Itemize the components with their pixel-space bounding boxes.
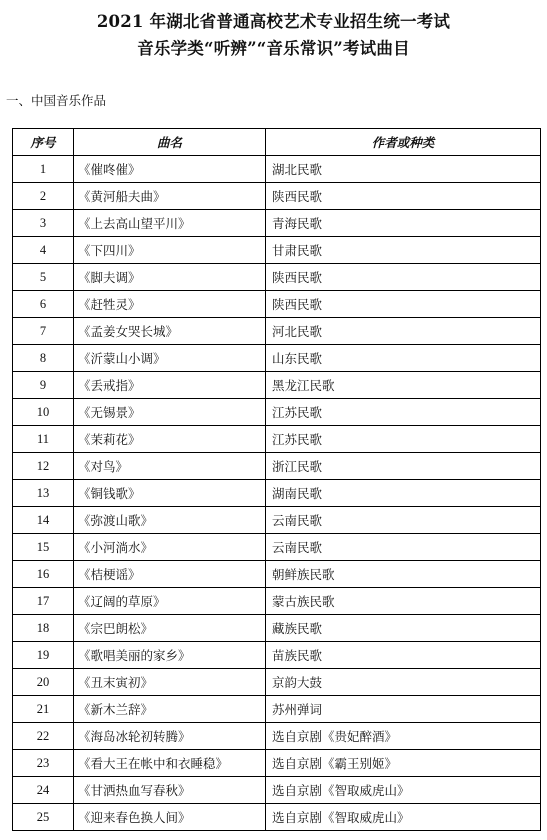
- table-row: [13, 453, 541, 480]
- song-type: 藏族民歌: [266, 615, 541, 642]
- song-title: 《桔梗谣》: [74, 561, 266, 588]
- table-row: [13, 345, 541, 372]
- row-number: 20: [13, 669, 74, 696]
- song-type: 甘肃民歌: [266, 237, 541, 264]
- song-type: 选自京剧《贵妃醉酒》: [266, 723, 541, 750]
- column-header-title: 曲名: [74, 129, 266, 156]
- song-title: 《海岛冰轮初转腾》: [74, 723, 266, 750]
- song-title: 《沂蒙山小调》: [74, 345, 266, 372]
- song-title: 《上去高山望平川》: [74, 210, 266, 237]
- row-number: 16: [13, 561, 74, 588]
- song-title: 《铜钱歌》: [74, 480, 266, 507]
- song-title: 《看大王在帐中和衣睡稳》: [74, 750, 266, 777]
- row-number: 17: [13, 588, 74, 615]
- table-row: [13, 426, 541, 453]
- song-title: 《丑末寅初》: [74, 669, 266, 696]
- song-type: 江苏民歌: [266, 426, 541, 453]
- song-title: 《黄河船夫曲》: [74, 183, 266, 210]
- row-number: 23: [13, 750, 74, 777]
- table-row: [13, 480, 541, 507]
- song-title: 《辽阔的草原》: [74, 588, 266, 615]
- song-title: 《宗巴朗松》: [74, 615, 266, 642]
- song-title: 《茉莉花》: [74, 426, 266, 453]
- section-title: 一、中国音乐作品: [6, 93, 107, 108]
- song-title: 《催咚催》: [74, 156, 266, 183]
- table-row: [13, 399, 541, 426]
- row-number: 5: [13, 264, 74, 291]
- table-row: [13, 318, 541, 345]
- song-type: 云南民歌: [266, 507, 541, 534]
- song-type: 蒙古族民歌: [266, 588, 541, 615]
- song-title: 《歌唱美丽的家乡》: [74, 642, 266, 669]
- song-title: 《无锡景》: [74, 399, 266, 426]
- row-number: 13: [13, 480, 74, 507]
- table-row: [13, 588, 541, 615]
- table-row: [13, 696, 541, 723]
- table-row: [13, 669, 541, 696]
- column-header-number: 序号: [13, 129, 74, 156]
- song-type: 苏州弹词: [266, 696, 541, 723]
- row-number: 15: [13, 534, 74, 561]
- row-number: 2: [13, 183, 74, 210]
- table-row: [13, 156, 541, 183]
- row-number: 25: [13, 804, 74, 831]
- table-row: [13, 561, 541, 588]
- song-type: 朝鲜族民歌: [266, 561, 541, 588]
- table-row: [13, 237, 541, 264]
- song-title: 《丢戒指》: [74, 372, 266, 399]
- song-type: 湖北民歌: [266, 156, 541, 183]
- table-row: [13, 183, 541, 210]
- table-row: [13, 534, 541, 561]
- row-number: 8: [13, 345, 74, 372]
- row-number: 7: [13, 318, 74, 345]
- table-row: [13, 804, 541, 831]
- row-number: 18: [13, 615, 74, 642]
- song-title: 《下四川》: [74, 237, 266, 264]
- document-title-line-1: 2021 年湖北省普通高校艺术专业招生统一考试: [96, 12, 451, 31]
- song-type: 陕西民歌: [266, 183, 541, 210]
- table-row: [13, 750, 541, 777]
- table-row: [13, 210, 541, 237]
- song-title: 《新木兰辞》: [74, 696, 266, 723]
- song-type: 江苏民歌: [266, 399, 541, 426]
- song-type: 陕西民歌: [266, 291, 541, 318]
- row-number: 1: [13, 156, 74, 183]
- song-type: 山东民歌: [266, 345, 541, 372]
- table-row: [13, 507, 541, 534]
- document-title-line-2: 音乐学类“听辨”“音乐常识”考试曲目: [137, 39, 410, 58]
- song-type: 浙江民歌: [266, 453, 541, 480]
- row-number: 19: [13, 642, 74, 669]
- song-type: 选自京剧《霸王别姬》: [266, 750, 541, 777]
- song-type: 云南民歌: [266, 534, 541, 561]
- table-row: [13, 723, 541, 750]
- song-title: 《弥渡山歌》: [74, 507, 266, 534]
- row-number: 12: [13, 453, 74, 480]
- song-title: 《赶牲灵》: [74, 291, 266, 318]
- song-type: 选自京剧《智取威虎山》: [266, 777, 541, 804]
- song-title: 《脚夫调》: [74, 264, 266, 291]
- row-number: 3: [13, 210, 74, 237]
- row-number: 21: [13, 696, 74, 723]
- row-number: 4: [13, 237, 74, 264]
- song-type: 京韵大鼓: [266, 669, 541, 696]
- row-number: 6: [13, 291, 74, 318]
- table-row: [13, 777, 541, 804]
- table-row: [13, 615, 541, 642]
- column-header-type: 作者或种类: [266, 129, 541, 156]
- row-number: 10: [13, 399, 74, 426]
- row-number: 24: [13, 777, 74, 804]
- table-header-row: [13, 129, 541, 156]
- song-type: 苗族民歌: [266, 642, 541, 669]
- song-type: 选自京剧《智取威虎山》: [266, 804, 541, 831]
- song-title: 《孟姜女哭长城》: [74, 318, 266, 345]
- song-type: 青海民歌: [266, 210, 541, 237]
- row-number: 9: [13, 372, 74, 399]
- song-type: 湖南民歌: [266, 480, 541, 507]
- table-row: [13, 264, 541, 291]
- row-number: 11: [13, 426, 74, 453]
- row-number: 14: [13, 507, 74, 534]
- table-row: [13, 372, 541, 399]
- table-row: [13, 642, 541, 669]
- row-number: 22: [13, 723, 74, 750]
- song-type: 黑龙江民歌: [266, 372, 541, 399]
- song-type: 河北民歌: [266, 318, 541, 345]
- song-type: 陕西民歌: [266, 264, 541, 291]
- song-title: 《对鸟》: [74, 453, 266, 480]
- repertoire-table: [12, 128, 541, 831]
- table-row: [13, 291, 541, 318]
- song-title: 《小河淌水》: [74, 534, 266, 561]
- song-title: 《迎来春色换人间》: [74, 804, 266, 831]
- song-title: 《甘洒热血写春秋》: [74, 777, 266, 804]
